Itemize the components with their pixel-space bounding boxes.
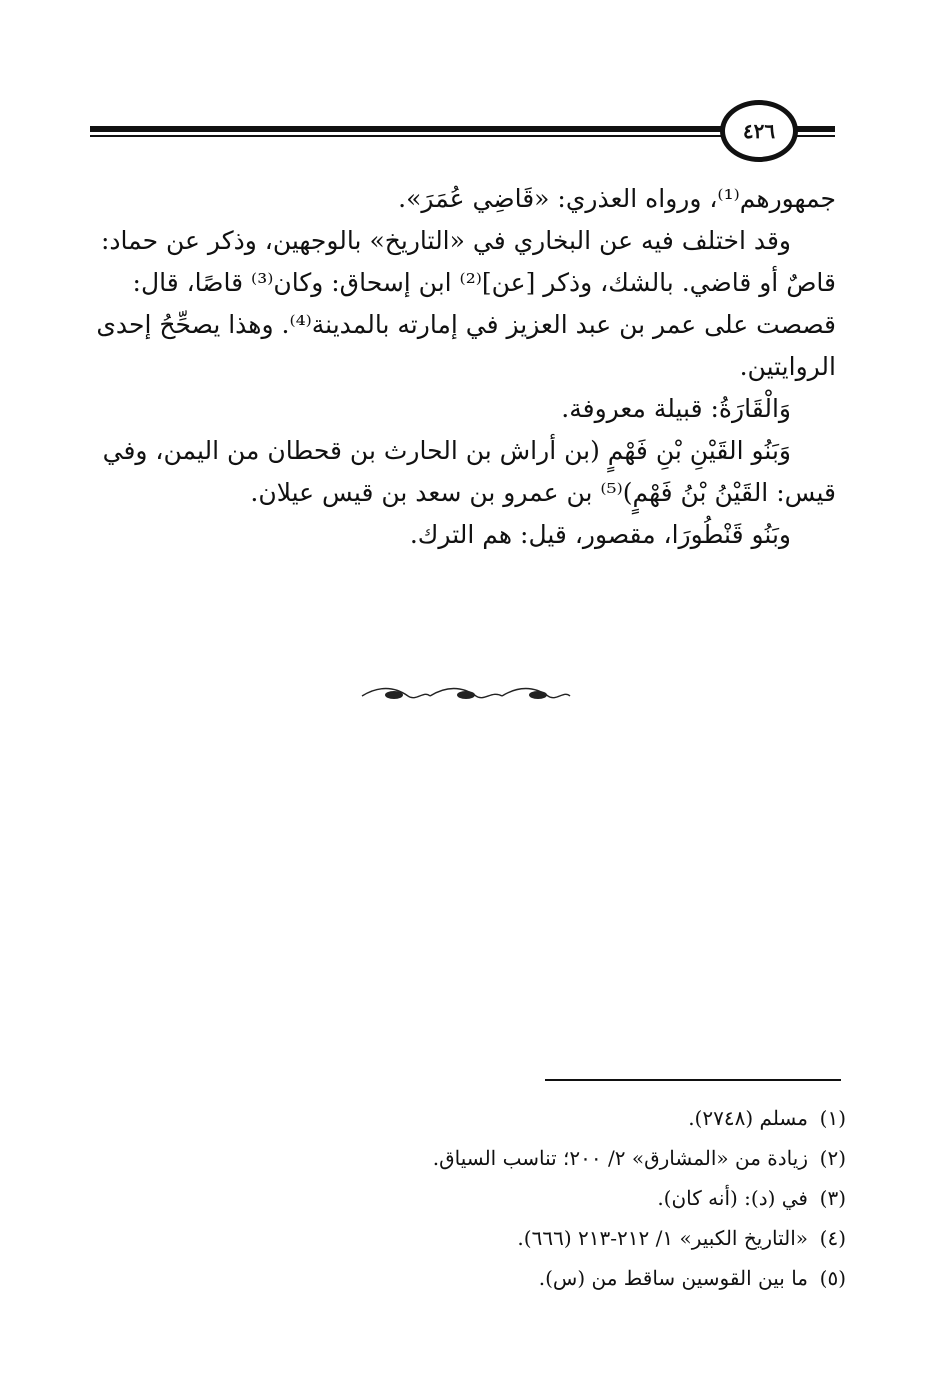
footnote: (٣)في (د): (أنه كان).: [657, 1186, 846, 1210]
header-rule: [90, 126, 725, 138]
header-rule-end: [795, 126, 835, 138]
footnote: (١)مسلم (٢٧٤٨).: [688, 1106, 846, 1130]
footnote: (٥)ما بين القوسين ساقط من (س).: [538, 1266, 846, 1290]
text-line: قاصٌ أو قاضي. بالشك، وذكر [عن]⁽²⁾ ابن إسحاق: وكان⁽³⁾ قاصًا، قال:: [132, 268, 836, 297]
footnotes: [346, 1098, 846, 1298]
footnote: (٤)«التاريخ الكبير» ١/ ٢١٢-٢١٣ (٦٦٦).: [517, 1226, 846, 1250]
footnote-separator: [545, 1079, 841, 1081]
section-divider-ornament: [358, 684, 574, 704]
text-line: الروايتين.: [739, 352, 836, 381]
text-line: وَالْقَارَةُ: قبيلة معروفة.: [561, 394, 791, 423]
text-line: جمهورهم⁽¹⁾، ورواه العذري: «قَاضِي عُمَرَ».: [398, 184, 836, 213]
text-line: وَبَنُو القَيْنِ بْنِ فَهْمٍ (بن أراش بن الحارث بن قحطان من اليمن، وفي: [102, 436, 791, 465]
text-line: وبَنُو قَنْطُورَا، مقصور، قيل: هم الترك.: [409, 520, 791, 549]
main-text: [96, 178, 836, 556]
page-number-badge: [720, 100, 798, 162]
text-line: قصصت على عمر بن عبد العزيز في إمارته بالمدينة⁽⁴⁾. وهذا يصحِّحُ إحدى: [96, 310, 836, 339]
text-line: وقد اختلف فيه عن البخاري في «التاريخ» بالوجهين، وذكر عن حماد:: [101, 226, 791, 255]
page-number: ٤٢٦: [742, 119, 776, 143]
text-line: قيس: القَيْنُ بْنُ فَهْمٍ)⁽⁵⁾ بن عمرو بن سعد بن قيس عيلان.: [250, 478, 836, 507]
footnote: (٢)زيادة من «المشارق» ٢/ ٢٠٠؛ تناسب السياق.: [432, 1146, 846, 1170]
